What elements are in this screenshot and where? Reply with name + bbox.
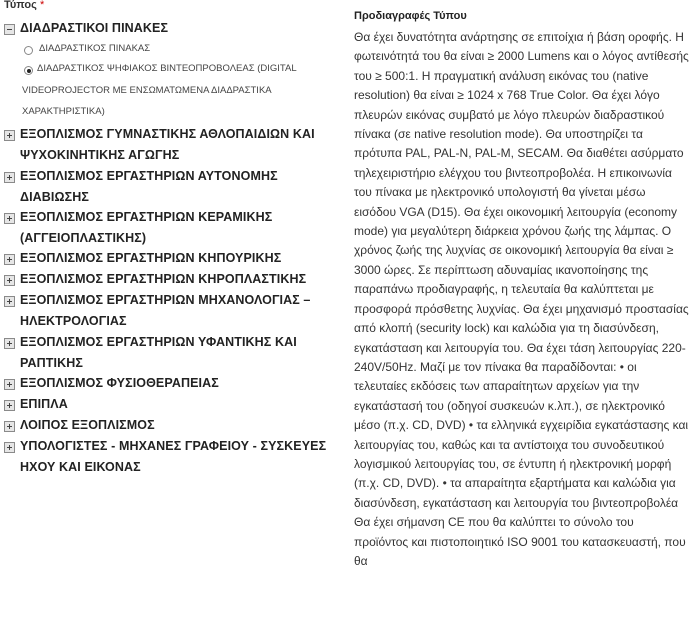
category-independent-living-labs[interactable] bbox=[4, 170, 340, 208]
category-wax-modelling-labs[interactable] bbox=[4, 273, 340, 290]
radio-button[interactable] bbox=[24, 46, 33, 55]
expand-icon[interactable] bbox=[4, 275, 15, 286]
required-marker: * bbox=[39, 0, 45, 11]
category-physiotherapy-equipment[interactable] bbox=[4, 377, 340, 394]
category-label[interactable]: ΕΞΟΠΛΙΣΜΟΣ ΕΡΓΑΣΤΗΡΙΩΝ ΥΦΑΝΤΙΚΗΣ ΚΑΙ ΡΑΠΤΙΚΗΣ bbox=[20, 335, 297, 370]
option-interactive-projector[interactable] bbox=[24, 58, 324, 123]
category-mechanical-electrical-labs[interactable] bbox=[4, 294, 340, 332]
radio-button-checked[interactable] bbox=[24, 66, 33, 75]
option-interactive-board[interactable] bbox=[24, 43, 339, 59]
expand-icon[interactable] bbox=[4, 130, 15, 141]
category-label[interactable]: ΕΞΟΠΛΙΣΜΟΣ ΕΡΓΑΣΤΗΡΙΩΝ ΑΥΤΟΝΟΜΗΣ ΔΙΑΒΙΩΣΗΣ bbox=[20, 169, 278, 204]
category-label[interactable]: ΥΠΟΛΟΓΙΣΤΕΣ - ΜΗΧΑΝΕΣ ΓΡΑΦΕΙΟΥ - ΣΥΣΚΕΥΕΣ ΗΧΟΥ ΚΑΙ ΕΙΚΟΝΑΣ bbox=[20, 439, 327, 474]
expand-icon[interactable] bbox=[4, 379, 15, 390]
category-computers-office-av[interactable] bbox=[4, 440, 340, 478]
category-label[interactable]: ΕΞΟΠΛΙΣΜΟΣ ΕΡΓΑΣΤΗΡΙΩΝ ΚΗΡΟΠΛΑΣΤΙΚΗΣ bbox=[20, 272, 307, 286]
expand-icon[interactable] bbox=[4, 400, 15, 411]
expand-icon[interactable] bbox=[4, 442, 15, 453]
category-label[interactable]: ΕΞΟΠΛΙΣΜΟΣ ΓΥΜΝΑΣΤΙΚΗΣ ΑΘΛΟΠΑΙΔΙΩΝ ΚΑΙ ΨΥΧΟΚΙΝΗΤΙΚΗΣ ΑΓΩΓΗΣ bbox=[20, 127, 315, 162]
category-label[interactable]: ΕΠΙΠΛΑ bbox=[20, 397, 68, 411]
category-ceramics-labs[interactable] bbox=[4, 211, 340, 249]
category-other-equipment[interactable] bbox=[4, 419, 340, 436]
spec-title: Προδιαγραφές Τύπου bbox=[354, 10, 467, 22]
category-label[interactable]: ΕΞΟΠΛΙΣΜΟΣ ΕΡΓΑΣΤΗΡΙΩΝ ΚΗΠΟΥΡΙΚΗΣ bbox=[20, 251, 282, 265]
spec-body: Θα έχει δυνατότητα ανάρτησης σε επιτοίχια ή βάση οροφής. Η φωτεινότητά του θα είναι ≥ 2000 Lumens και ο λόγος αντίθεσής του ≥ 500:1. Η πραγματική ανάλυση εικόνας του (native resolution) θα είναι ≥ 1024 x 768 True Color. Θα έχει λόγο πλευρών εικόνας συμβατό με λόγο πλευρών διαδραστικού πίνακα (σε native resolution mode). Θα υποστηρίζει τα πρότυπα PAL, PAL-N, PAL-M, SECAM. Θα διαθέτει ασύρματο τηλεχειριστήριο ελέγχου του βιντεοπροβολέα. Η επικοινωνία του πίνακα με ηλεκτρονικό υπολογιστή θα γίνεται μέσω εισόδου VGA (D15). Θα έχει οικονομική λειτουργία (economy mode) για μεγαλύτερη διάρκεια χρόνου ζωής της λάμπας. Ο χρόνος ζωής της λυχνίας σε οικονομική λειτουργία θα είναι ≥ 3000 ώρες. Σε περίπτωση αδυναμίας ικανοποίησης της παραπάνω προδιαγραφής, η τελευταία θα καλύπτεται με προσφορά πρόσθετης λυχνίας. Θα έχει μηχανισμό προστασίας από κλοπή (security lock) και καλώδια για τη διασύνδεση, εγκατάσταση και λειτουργία του. Θα έχει τάση λειτουργίας 220-240V/50Hz. Μαζί με τον πίνακα θα παραδίδονται: • οι τελευταίες εκδόσεις των απαραίτητων αρχείων για την εγκατάστασή του (οδηγοί συσκευών κ.λπ.), σε ηλεκτρονικό μέσο (π.χ. CD, DVD) • τα ελληνικά εγχειρίδια εγκατάστασης και λειτουργίας του, καθώς και τα αντίστοιχα του συνοδευτικού λογισμικού λειτουργίας του, σε έντυπη ή ηλεκτρονική μορφή (π.χ. CD, DVD). • τα απαραίτητα εξαρτήματα και καλώδια για διασύνδεση, εγκατάσταση και λειτουργία του βιντεοπροβολέα Θα έχει σήμανση CE που θα καλύπτει το σύνολο του προϊόντος και πιστοποιητικό ISO 9001 του κατασκευαστή, που θα bbox=[354, 30, 689, 568]
category-furniture[interactable] bbox=[4, 398, 340, 415]
field-label: Τύπος * bbox=[4, 0, 45, 11]
category-label[interactable]: ΕΞΟΠΛΙΣΜΟΣ ΕΡΓΑΣΤΗΡΙΩΝ ΜΗΧΑΝΟΛΟΓΙΑΣ – ΗΛΕΚΤΡΟΛΟΓΙΑΣ bbox=[20, 293, 311, 328]
expand-icon[interactable] bbox=[4, 213, 15, 224]
option-label[interactable]: ΔΙΑΔΡΑΣΤΙΚΟΣ ΨΗΦΙΑΚΟΣ ΒΙΝΤΕΟΠΡΟΒΟΛΕΑΣ (DIGITAL VIDEOPROJECTOR ΜΕ ΕΝΣΩΜΑΤΩΜΕΝΑ ΔΙΑΔΡΑΣΤΙΚΑ ΧΑΡΑΚΤΗΡΙΣΤΙΚΑ) bbox=[22, 63, 297, 117]
category-interactive-boards[interactable] bbox=[4, 22, 340, 39]
expand-icon[interactable] bbox=[4, 172, 15, 183]
type-spec-panel bbox=[354, 8, 690, 571]
expand-icon[interactable] bbox=[4, 338, 15, 349]
category-weaving-sewing-labs[interactable] bbox=[4, 336, 340, 374]
expand-icon[interactable] bbox=[4, 254, 15, 265]
option-label[interactable]: ΔΙΑΔΡΑΣΤΙΚΟΣ ΠΙΝΑΚΑΣ bbox=[39, 43, 151, 54]
category-label[interactable]: ΔΙΑΔΡΑΣΤΙΚΟΙ ΠΙΝΑΚΕΣ bbox=[20, 21, 169, 35]
collapse-icon[interactable] bbox=[4, 24, 15, 35]
category-gymnastics-equipment[interactable] bbox=[4, 128, 340, 166]
category-gardening-labs[interactable] bbox=[4, 252, 340, 269]
category-label[interactable]: ΕΞΟΠΛΙΣΜΟΣ ΕΡΓΑΣΤΗΡΙΩΝ ΚΕΡΑΜΙΚΗΣ (ΑΓΓΕΙΟΠΛΑΣΤΙΚΗΣ) bbox=[20, 210, 273, 245]
category-label[interactable]: ΛΟΙΠΟΣ ΕΞΟΠΛΙΣΜΟΣ bbox=[20, 418, 155, 432]
expand-icon[interactable] bbox=[4, 296, 15, 307]
category-label[interactable]: ΕΞΟΠΛΙΣΜΟΣ ΦΥΣΙΟΘΕΡΑΠΕΙΑΣ bbox=[20, 376, 219, 390]
expand-icon[interactable] bbox=[4, 421, 15, 432]
